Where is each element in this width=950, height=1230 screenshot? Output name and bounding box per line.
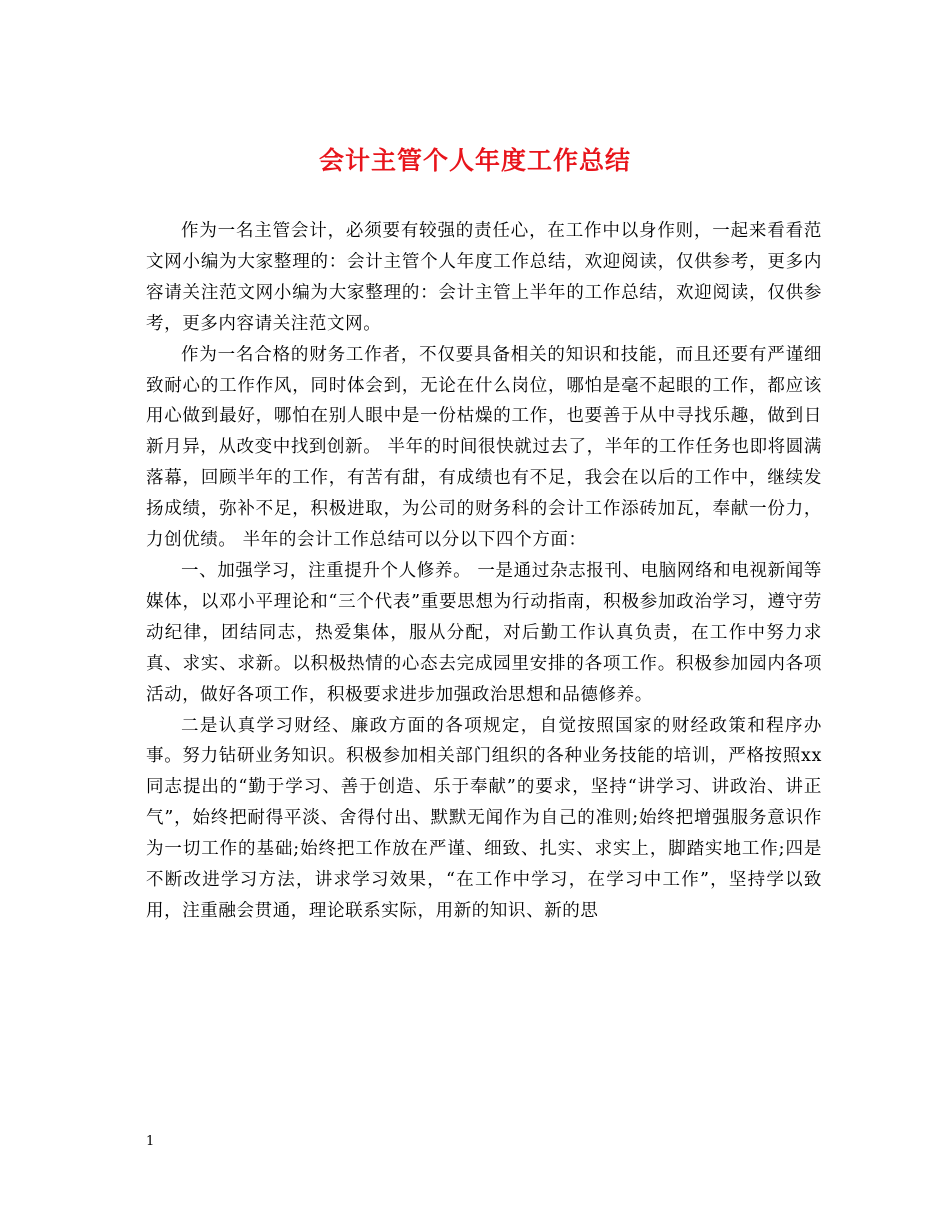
paragraph-overview: 作为一名合格的财务工作者，不仅要具备相关的知识和技能，而且还要有严谨细致耐心的工作作风，同时体会到，无论在什么岗位，哪怕是毫不起眼的工作，都应该用心做到最好，哪怕在别人眼中是一份枯燥的工作，也要善于从中寻找乐趣，做到日新月异，从改变中找到创新。 半年的时间很快就过去了，半年的工作任务也即将圆满落幕，回顾半年的工作，有苦有甜，有成绩也有不足，我会在以后的工作中，继续发扬成绩，弥补不足，积极进取，为公司的财务科的会计工作添砖加瓦，奉献一份力，力创优绩。 半年的会计工作总结可以分以下四个方面： (146, 344, 822, 551)
page-number: 1 (146, 1134, 155, 1149)
paragraph-intro: 作为一名主管会计，必须要有较强的责任心，在工作中以身作则，一起来看看范文网小编为大家整理的：会计主管个人年度工作总结，欢迎阅读，仅供参考，更多内容请关注范文网小编为大家整理的：会计主管上半年的工作总结，欢迎阅读，仅供参考，更多内容请关注范文网。 (146, 221, 822, 334)
paragraph-section-two: 二是认真学习财经、廉政方面的各项规定，自觉按照国家的财经政策和程序办事。努力钻研业务知识。积极参加相关部门组织的各种业务技能的培训，严格按照xx同志提出的“勤于学习、善于创造、乐于奉献”的要求，坚持“讲学习、讲政治、讲正气”，始终把耐得平淡、舍得付出、默默无闻作为自己的准则;始终把增强服务意识作为一切工作的基础;始终把工作放在严谨、细致、扎实、求实上，脚踏实地工作;四是不断改进学习方法，讲求学习效果，“在工作中学习，在学习中工作”，坚持学以致用，注重融会贯通，理论联系实际，用新的知识、新的思 (146, 715, 822, 921)
document-title: 会计主管个人年度工作总结 (318, 146, 631, 175)
paragraph-section-one: 一、加强学习，注重提升个人修养。 一是通过杂志报刊、电脑网络和电视新闻等媒体，以邓小平理论和“三个代表”重要思想为行动指南，积极参加政治学习，遵守劳动纪律，团结同志，热爱集体，服从分配，对后勤工作认真负责，在工作中努力求真、求实、求新。以积极热情的心态去完成园里安排的各项工作。积极参加园内各项活动，做好各项工作，积极要求进步加强政治思想和品德修养。 (146, 560, 822, 705)
document-body (146, 216, 822, 927)
